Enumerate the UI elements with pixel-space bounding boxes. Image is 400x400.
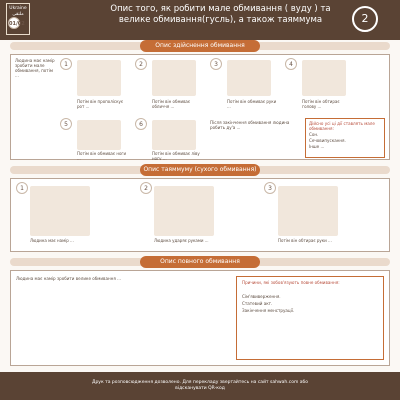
step-1-number: 1 (60, 58, 72, 70)
step-3-text: Потім він обмиває руки ... (227, 99, 277, 109)
step-2-number: 2 (135, 58, 147, 70)
tayammum-step-2-figure (154, 186, 214, 236)
tayammum-step-1-number: 1 (16, 182, 28, 194)
tayammum-step-3-number: 3 (264, 182, 276, 194)
step-6-number: 6 (135, 118, 147, 130)
warning-title: Дійсно усі ці дії ставлять мале обмивання: (309, 121, 375, 131)
step-1-figure (77, 60, 121, 96)
step-4-text: Потім він обтирає голову ... (302, 99, 340, 109)
ghusl-reasons-title: Причини, які зобов'язують повне обмивання: (242, 280, 340, 285)
warning-item-2: Сечовипускання. (309, 138, 346, 143)
brand-logo: 2 (352, 6, 378, 32)
ghusl-reason-3: Закінчення менструації. (242, 308, 295, 313)
tayammum-step-1-figure (30, 186, 90, 236)
step-4-number: 4 (285, 58, 297, 70)
step-5-figure (77, 120, 121, 150)
step-1-text: Потім він прополіскує рот ... (77, 99, 124, 109)
footer-text (0, 380, 400, 392)
footer-line-2: відсканувати QR-код (175, 386, 225, 391)
footer-line-1: Друк та розповсюдження дозволено. Для перекладу звертайтесь на сайт sahwah.com або (91, 380, 309, 385)
tayammum-step-2-text: Людина ударяє руками ... (154, 238, 209, 243)
section-1-intro: Людина має намір зробити мале обмивання, потім ... (15, 58, 55, 78)
step-4-figure (302, 60, 346, 96)
section-3-title: Опис повного обмивання (140, 256, 260, 268)
step-2-figure (152, 60, 196, 96)
tayammum-step-2-number: 2 (140, 182, 152, 194)
tayammum-step-3-figure (278, 186, 338, 236)
badge-number: 01/02 (8, 17, 20, 29)
ghusl-reason-1: Сім'явиверження. (242, 294, 281, 299)
section-1-note: Після закінчення обмивання людина робить ду'а ... (210, 120, 290, 130)
warning-item-3: Інше ... (309, 144, 325, 149)
ghusl-reason-2: Статевий акт. (242, 301, 273, 306)
step-2-text: Потім він обмиває обличчя ... (152, 99, 191, 109)
section-1-title: Опис здійснення обмивання (140, 40, 260, 52)
step-5-text: Потім він обмиває ноги ... (77, 151, 127, 160)
step-3-figure (227, 60, 271, 96)
step-5-number: 5 (60, 118, 72, 130)
tayammum-step-3-text: Потім він обтирає руки ... (278, 238, 332, 243)
header (0, 0, 400, 40)
tayammum-step-1-text: Людина має намір ... (30, 238, 74, 243)
page-title: Опис того, як робити мале обмивання ( вуду ) та велике обмивання(гусль), а також таяммума (110, 4, 331, 25)
site-badge (6, 3, 30, 35)
ghusl-description: Людина має намір зробити велике обмивання ... (16, 276, 121, 281)
section-2-title: Опис таяммуму (сухого обмивання) (140, 164, 260, 176)
step-3-number: 3 (210, 58, 222, 70)
step-6-text: Потім він обмиває ліву ногу ... (152, 151, 200, 160)
warning-item-1: Сон. (309, 132, 319, 137)
footer (0, 372, 400, 400)
step-6-figure (152, 120, 196, 150)
badge-mid: ملتقی (12, 11, 24, 17)
badge-top: Ukraine (9, 6, 27, 11)
